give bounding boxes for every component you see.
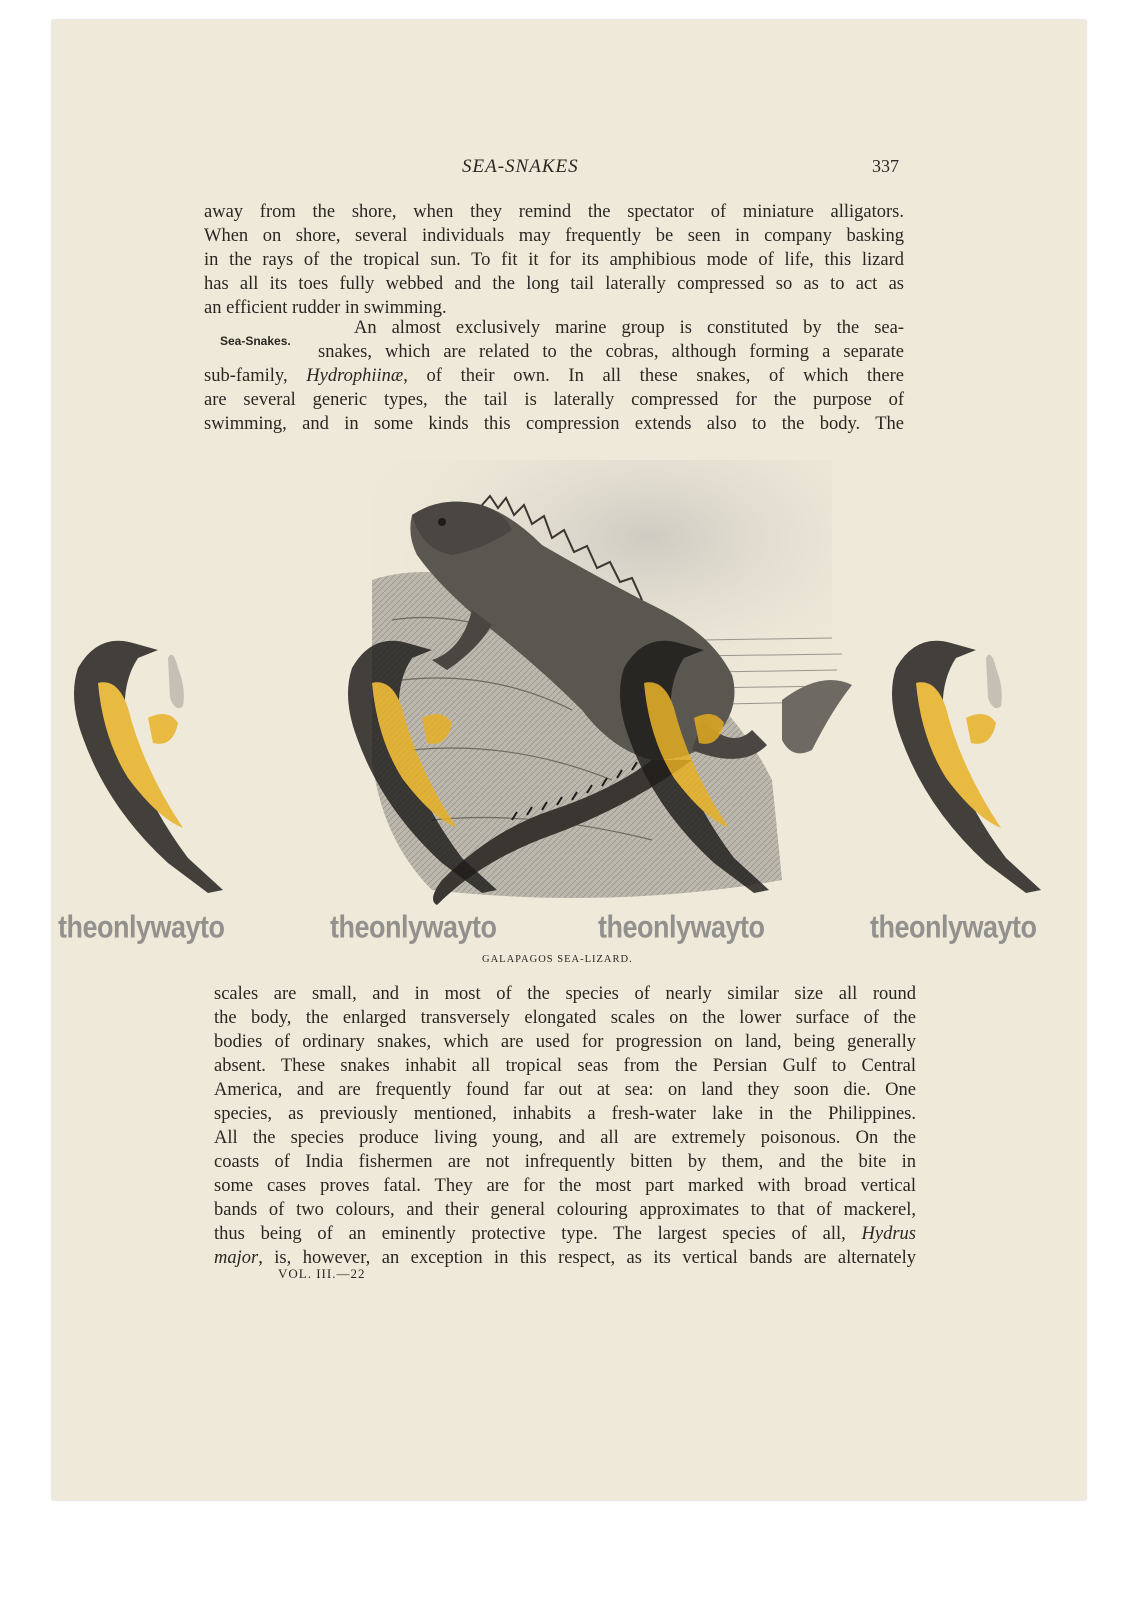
text-line: the body, the enlarged transversely elongated scales on the lower surface of the xyxy=(214,1008,916,1028)
text-line: When on shore, several individuals may frequently be seen in company basking xyxy=(204,226,904,246)
text-line: in the rays of the tropical sun. To fit it for its amphibious mode of life, this lizard xyxy=(204,250,904,270)
text-line: an efficient rudder in swimming. xyxy=(204,298,447,318)
text-line: America, and are frequently found far out at sea: on land they soon die. One xyxy=(214,1080,916,1100)
text-line: swimming, and in some kinds this compression extends also to the body. The xyxy=(204,414,904,434)
watermark-bird-icon xyxy=(332,628,502,898)
watermark-text: theonlywayto xyxy=(58,909,225,945)
text-line: species, as previously mentioned, inhabits a fresh-water lake in the Philippines. xyxy=(214,1104,916,1124)
text-line: are several generic types, the tail is laterally compressed for the purpose of xyxy=(204,390,904,410)
text-line: some cases proves fatal. They are for the most part marked with broad vertical xyxy=(214,1176,916,1196)
sidenote-sea-snakes: Sea-Snakes. xyxy=(220,334,291,348)
figure-caption: GALAPAGOS SEA-LIZARD. xyxy=(482,954,633,965)
watermark-bird-icon xyxy=(876,628,1046,898)
text-line: absent. These snakes inhabit all tropical seas from the Persian Gulf to Central xyxy=(214,1056,916,1076)
text-line: bands of two colours, and their general colouring approximates to that of mackerel, xyxy=(214,1200,916,1220)
watermark-bird-icon xyxy=(604,628,774,898)
watermark-text: theonlywayto xyxy=(330,909,497,945)
watermark-text: theonlywayto xyxy=(870,909,1037,945)
text-line: major, is, however, an exception in this respect, as its vertical bands are alternately xyxy=(214,1248,916,1268)
text-line: sub-family, Hydrophiinæ, of their own. In all these snakes, of which there xyxy=(204,366,904,386)
running-head xyxy=(52,156,1086,186)
watermark-bird-icon xyxy=(58,628,228,898)
text-line: coasts of India fishermen are not infrequently bitten by them, and the bite in xyxy=(214,1152,916,1172)
text-line: An almost exclusively marine group is constituted by the sea- xyxy=(354,318,904,338)
running-title: SEA-SNAKES xyxy=(462,156,579,177)
page-number: 337 xyxy=(872,156,899,176)
bottom-paragraph xyxy=(214,982,916,1270)
text-line: All the species produce living young, and all are extremely poisonous. On the xyxy=(214,1128,916,1148)
sea-snakes-paragraph xyxy=(204,316,904,436)
text-line: away from the shore, when they remind the spectator of miniature alligators. xyxy=(204,202,904,222)
top-paragraph xyxy=(204,200,904,320)
volume-signature: VOL. III.—22 xyxy=(278,1266,366,1281)
text-line: has all its toes fully webbed and the long tail laterally compressed so as to act as xyxy=(204,274,904,294)
text-line: scales are small, and in most of the species of nearly similar size all round xyxy=(214,984,916,1004)
text-line: thus being of an eminently protective type. The largest species of all, Hydrus xyxy=(214,1224,916,1244)
watermark-text: theonlywayto xyxy=(598,909,765,945)
text-line: snakes, which are related to the cobras, although forming a separate xyxy=(318,342,904,362)
text-line: bodies of ordinary snakes, which are used for progression on land, being generally xyxy=(214,1032,916,1052)
